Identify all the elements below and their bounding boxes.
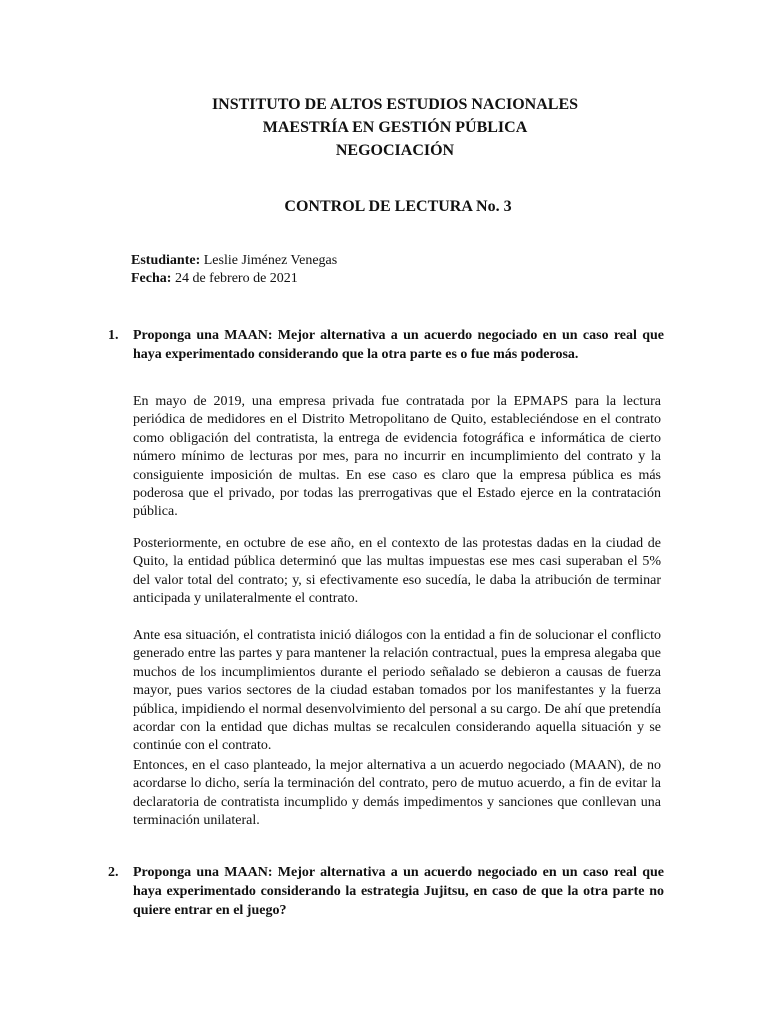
question-text: Proponga una MAAN: Mejor alternativa a un acuerdo negociado en un caso real que haya experimentado considerando que la otra parte es o fue más poderosa. [133, 328, 664, 362]
document-title: CONTROL DE LECTURA No. 3 [284, 198, 512, 215]
student-name: Leslie Jiménez Venegas [203, 253, 338, 268]
date-value: 24 de febrero de 2021 [174, 271, 298, 286]
document-meta [131, 252, 337, 288]
institution-name: INSTITUTO DE ALTOS ESTUDIOS NACIONALES [211, 96, 579, 113]
answer-paragraph-4: Entonces, en el caso planteado, la mejor alternativa a un acuerdo negociado (MAAN), de no acordarse lo dicho, sería la terminación del contrato, pero de mutuo acuerdo, a fin de evitar la declaratoria de contratista incumplido y demás impedimentos y sanciones que conllevan una terminación unilateral. [133, 758, 661, 829]
question-1 [108, 326, 664, 364]
answer-paragraph-1: En mayo de 2019, una empresa privada fue contratada por la EPMAPS para la lectura periódica de medidores en el Distrito Metropolitano de Quito, estableciéndose en el contrato como obligación del contratista, la entrega de evidencia fotográfica e informática de cierto número mínimo de lecturas por mes, para no incurrir en incumplimiento del contrato y la consiguiente imposición de multas. En ese caso es claro que la empresa pública es más poderosa que el privado, por todas las prerrogativas que el Estado ejerce en la contratación pública. [133, 394, 661, 520]
student-line [131, 252, 337, 270]
question-number: 2. [108, 865, 119, 880]
date-label: Fecha: [131, 271, 172, 286]
program-name: MAESTRÍA EN GESTIÓN PÚBLICA [262, 119, 528, 136]
student-label: Estudiante: [131, 253, 201, 268]
answer-paragraph-2: Posteriormente, en octubre de ese año, en el contexto de las protestas dadas en la ciudad de Quito, la entidad pública determinó que las multas impuestas ese mes casi superaban el 5% del valor total del contrato; y, si efectivamente eso sucedía, le daba la atribución de terminar anticipada y unilateralmente el contrato. [133, 536, 661, 607]
question-2 [108, 863, 664, 920]
date-line [131, 270, 337, 288]
question-text: Proponga una MAAN: Mejor alternativa a un acuerdo negociado en un caso real que haya experimentado considerando la estrategia Jujitsu, en caso de que la otra parte no quiere entrar en el juego? [133, 865, 664, 918]
answer-paragraph-3: Ante esa situación, el contratista inició diálogos con la entidad a fin de solucionar el conflicto generado entre las partes y para mantener la relación contractual, pues la empresa alegaba que muchos de los incumplimientos durante el periodo señalado se debieron a causas de fuerza mayor, pues varios sectores de la ciudad estaban tomados por los manifestantes y la fuerza pública, impidiendo el normal desenvolvimiento del personal a su cargo. De ahí que pretendía acordar con la entidad que dichas multas se recalculen considerando aquella situación y se continúe con el contrato. [133, 628, 661, 754]
course-name: NEGOCIACIÓN [335, 142, 455, 159]
question-number: 1. [108, 328, 119, 343]
document-header [0, 93, 768, 162]
